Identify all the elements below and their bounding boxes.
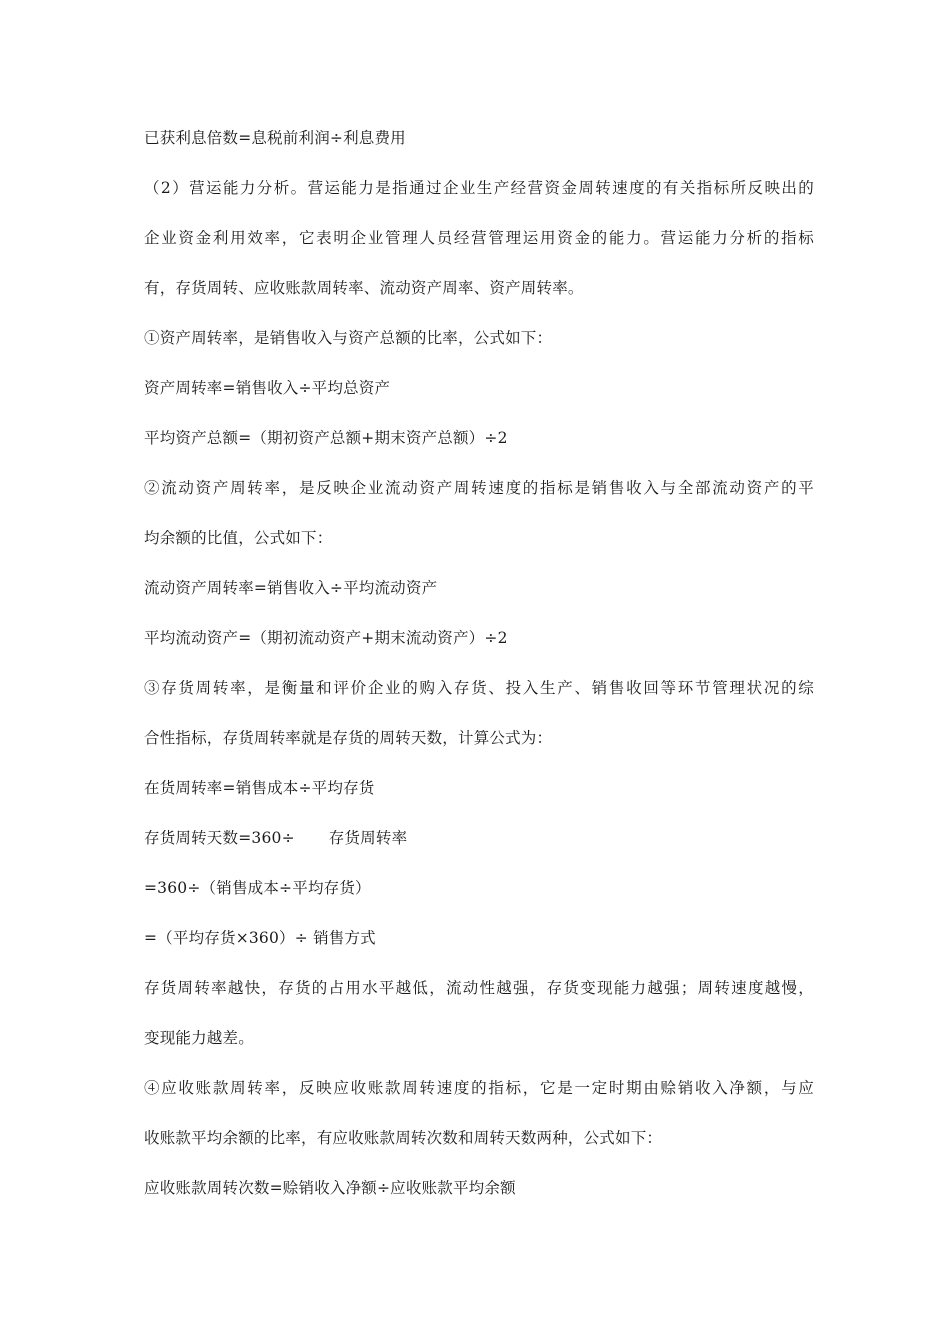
formula-receivables-turnover-count: 应收账款周转次数=赊销收入净额÷应收账款平均余额	[144, 1179, 516, 1197]
formula-inventory-days-left: 存货周转天数=360÷	[144, 829, 295, 847]
formula-current-asset-turnover: 流动资产周转率=销售收入÷平均流动资产	[144, 579, 438, 597]
paragraph-operating-capacity-line-1: （2）营运能力分析。营运能力是指通过企业生产经营资金周转速度的有关指标所反映出的	[144, 179, 814, 197]
formula-interest-coverage: 已获利息倍数=息税前利润÷利息费用	[144, 129, 406, 147]
formula-inventory-turnover: 在货周转率=销售成本÷平均存货	[144, 779, 375, 797]
formula-asset-turnover: 资产周转率=销售收入÷平均总资产	[144, 379, 391, 397]
item-receivables-turnover-line-1: ④应收账款周转率，反映应收账款周转速度的指标，它是一定时期由赊销收入净额，与应	[144, 1079, 814, 1097]
formula-inventory-days-step-3: =（平均存货×360）÷ 销售方式	[144, 929, 376, 947]
paragraph-operating-capacity-line-2: 企业资金利用效率，它表明企业管理人员经营管理运用资金的能力。营运能力分析的指标	[144, 229, 814, 247]
item-current-asset-turnover-line-1: ②流动资产周转率，是反映企业流动资产周转速度的指标是销售收入与全部流动资产的平	[144, 479, 814, 497]
paragraph-inventory-speed-line-1: 存货周转率越快，存货的占用水平越低，流动性越强，存货变现能力越强；周转速度越慢，	[144, 979, 814, 997]
formula-inventory-turnover-days	[144, 828, 814, 848]
paragraph-inventory-speed-line-2: 变现能力越差。	[144, 1029, 254, 1047]
item-receivables-turnover-line-2: 收账款平均余额的比率，有应收账款周转次数和周转天数两种，公式如下：	[144, 1129, 663, 1147]
formula-average-total-assets: 平均资产总额=（期初资产总额+期末资产总额）÷2	[144, 429, 508, 447]
item-inventory-turnover-line-1: ③存货周转率，是衡量和评价企业的购入存货、投入生产、销售收回等环节管理状况的综	[144, 679, 814, 697]
item-asset-turnover: ①资产周转率，是销售收入与资产总额的比率，公式如下：	[144, 329, 553, 347]
item-inventory-turnover-line-2: 合性指标，存货周转率就是存货的周转天数，计算公式为：	[144, 729, 553, 747]
formula-inventory-days-right: 存货周转率	[328, 829, 408, 847]
formula-inventory-days-step-2: =360÷（销售成本÷平均存货）	[144, 879, 371, 897]
item-current-asset-turnover-line-2: 均余额的比值，公式如下：	[144, 529, 333, 547]
formula-average-current-assets: 平均流动资产=（期初流动资产+期末流动资产）÷2	[144, 629, 508, 647]
paragraph-operating-capacity-line-3: 有，存货周转、应收账款周转率、流动资产周率、资产周转率。	[144, 279, 584, 297]
